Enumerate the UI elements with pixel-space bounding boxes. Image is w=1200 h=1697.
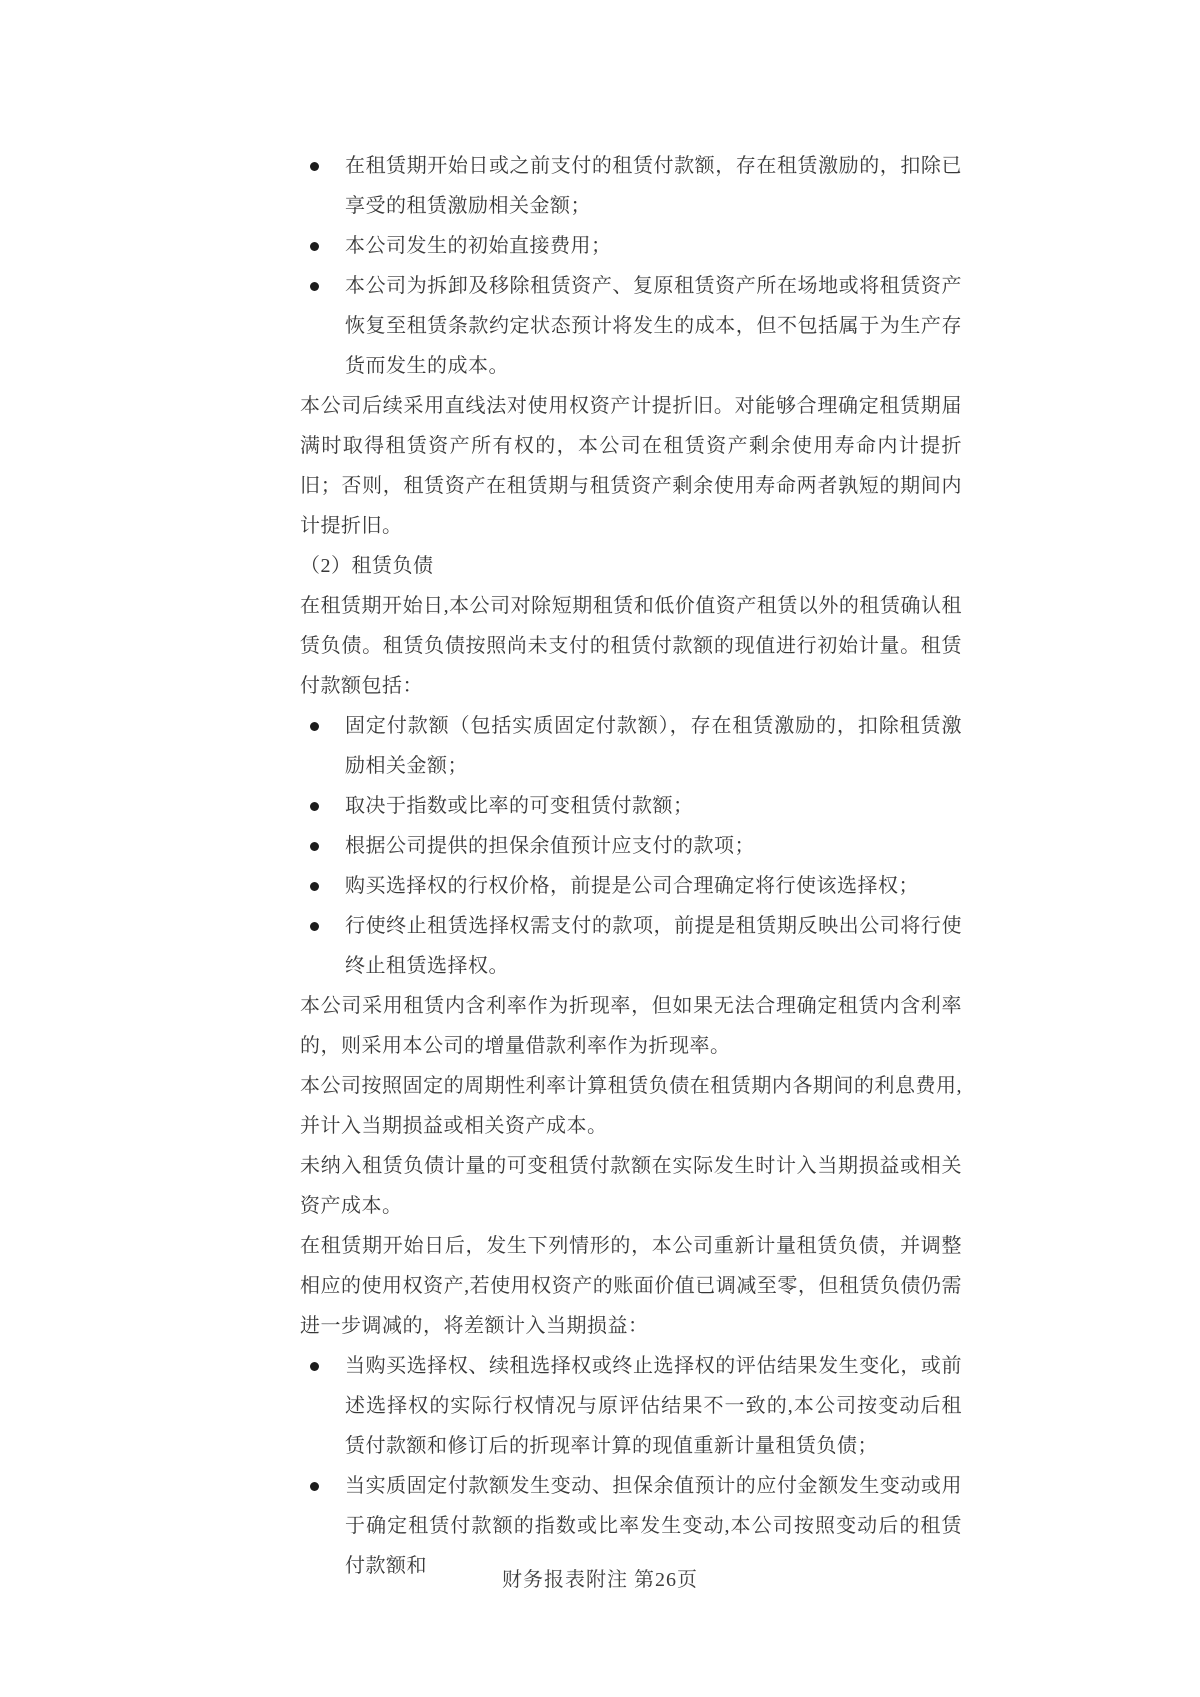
bullet-item xyxy=(300,226,962,266)
document-body xyxy=(300,146,962,1586)
paragraph-interest-expense: 本公司按照固定的周期性利率计算租赁负债在租赁期内各期间的利息费用,并计入当期损益或相关资产成本。 xyxy=(300,1075,962,1137)
paragraph-discount-rate: 本公司采用租赁内含利率作为折现率，但如果无法合理确定租赁内含利率的，则采用本公司的增量借款利率作为折现率。 xyxy=(300,995,962,1057)
bullet-list-lease-payments xyxy=(300,706,962,986)
bullet-text: 当购买选择权、续租选择权或终止选择权的评估结果发生变化，或前述选择权的实际行权情况与原评估结果不一致的,本公司按变动后租赁付款额和修订后的折现率计算的现值重新计量租赁负债； xyxy=(345,1355,962,1457)
bullet-icon xyxy=(310,802,319,811)
bullet-text: 在租赁期开始日或之前支付的租赁付款额，存在租赁激励的，扣除已享受的租赁激励相关金额； xyxy=(345,155,962,217)
bullet-text: 本公司发生的初始直接费用； xyxy=(345,235,612,257)
bullet-icon xyxy=(310,842,319,851)
bullet-icon xyxy=(310,1482,319,1491)
bullet-item xyxy=(300,906,962,986)
bullet-icon xyxy=(310,1362,319,1371)
bullet-icon xyxy=(310,722,319,731)
bullet-text: 购买选择权的行权价格，前提是公司合理确定将行使该选择权； xyxy=(345,875,919,897)
bullet-icon xyxy=(310,162,319,171)
bullet-item xyxy=(300,146,962,226)
paragraph-depreciation-policy: 本公司后续采用直线法对使用权资产计提折旧。对能够合理确定租赁期届满时取得租赁资产所有权的，本公司在租赁资产剩余使用寿命内计提折旧；否则，租赁资产在租赁期与租赁资产剩余使用寿命两者孰短的期间内计提折旧。 xyxy=(300,395,962,537)
section-heading-lease-liability: （2）租赁负债 xyxy=(300,555,434,577)
bullet-item xyxy=(300,786,962,826)
bullet-item xyxy=(300,266,962,386)
bullet-list-remeasurement-cases xyxy=(300,1346,962,1586)
bullet-icon xyxy=(310,242,319,251)
page-footer: 财务报表附注 第26页 xyxy=(502,1569,698,1591)
bullet-icon xyxy=(310,922,319,931)
bullet-text: 根据公司提供的担保余值预计应支付的款项； xyxy=(345,835,755,857)
bullet-text: 取决于指数或比率的可变租赁付款额； xyxy=(345,795,694,817)
bullet-text: 当实质固定付款额发生变动、担保余值预计的应付金额发生变动或用于确定租赁付款额的指数或比率发生变动,本公司按照变动后的租赁付款额和 xyxy=(345,1475,962,1577)
bullet-icon xyxy=(310,282,319,291)
paragraph-lease-liability-recognition: 在租赁期开始日,本公司对除短期租赁和低价值资产租赁以外的租赁确认租赁负债。租赁负债按照尚未支付的租赁付款额的现值进行初始计量。租赁付款额包括： xyxy=(300,595,962,697)
bullet-text: 本公司为拆卸及移除租赁资产、复原租赁资产所在场地或将租赁资产恢复至租赁条款约定状态预计将发生的成本，但不包括属于为生产存货而发生的成本。 xyxy=(345,275,962,377)
paragraph-remeasurement-intro: 在租赁期开始日后，发生下列情形的，本公司重新计量租赁负债，并调整相应的使用权资产,若使用权资产的账面价值已调减至零，但租赁负债仍需进一步调减的，将差额计入当期损益： xyxy=(300,1235,962,1337)
paragraph-variable-payments: 未纳入租赁负债计量的可变租赁付款额在实际发生时计入当期损益或相关资产成本。 xyxy=(300,1155,962,1217)
bullet-item xyxy=(300,1346,962,1466)
bullet-item xyxy=(300,826,962,866)
bullet-text: 固定付款额（包括实质固定付款额），存在租赁激励的，扣除租赁激励相关金额； xyxy=(345,715,962,777)
bullet-icon xyxy=(310,882,319,891)
bullet-item xyxy=(300,866,962,906)
bullet-item xyxy=(300,706,962,786)
bullet-text: 行使终止租赁选择权需支付的款项，前提是租赁期反映出公司将行使终止租赁选择权。 xyxy=(345,915,962,977)
bullet-list-initial-measurement xyxy=(300,146,962,386)
